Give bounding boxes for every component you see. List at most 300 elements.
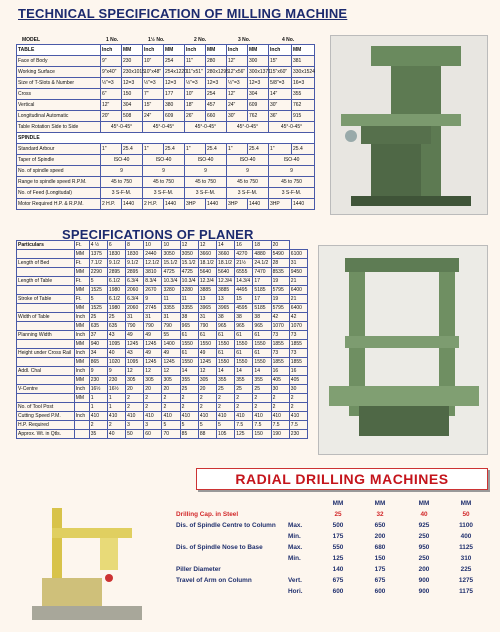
- planer-unit: Ft.: [74, 277, 89, 286]
- planer-cell: 2: [180, 403, 198, 412]
- radial-value: 900: [418, 588, 430, 595]
- planer-machine-image: [318, 245, 488, 455]
- planer-cell: 410: [180, 412, 198, 421]
- planer-cell: 2: [198, 403, 216, 412]
- planer-cell: 5: [180, 421, 198, 430]
- milling-cell: 508: [122, 111, 143, 122]
- radial-value: 32: [376, 511, 384, 518]
- milling-row: [17, 56, 315, 67]
- planer-cell: 21: [289, 295, 307, 304]
- milling-cell: Inch: [143, 45, 164, 56]
- planer-unit: Inch: [74, 349, 89, 358]
- planer-row-label: Planning Width: [17, 331, 75, 340]
- planer-cell: 790: [126, 322, 144, 331]
- milling-cell: 45°-0-45°: [101, 122, 143, 133]
- planer-cell: 34: [89, 349, 107, 358]
- milling-row-label: Cross: [17, 89, 101, 100]
- planer-cell: 2: [253, 394, 271, 403]
- milling-row: [17, 111, 315, 122]
- planer-cell: 13: [198, 295, 216, 304]
- milling-cell: 45 to 750: [101, 177, 143, 188]
- planer-cell: 2895: [126, 268, 144, 277]
- planer-cell: 410: [107, 412, 125, 421]
- planer-cell: 355: [217, 376, 235, 385]
- milling-cell: 1440: [292, 199, 315, 210]
- planer-cell: 1245: [126, 340, 144, 349]
- planer-row: [17, 241, 308, 250]
- planer-cell: 965: [253, 322, 271, 331]
- radial-value: 500: [332, 522, 344, 529]
- radial-row: [176, 520, 488, 531]
- model-2: 2 No.: [194, 37, 207, 43]
- milling-cell: 12"x56": [227, 67, 248, 78]
- milling-cell: 30": [227, 111, 248, 122]
- planer-cell: 2: [289, 394, 307, 403]
- planer-cell: 6.3/4: [126, 277, 144, 286]
- planer-cell: 12: [198, 241, 216, 250]
- milling-cell: 3 S-F-M.: [143, 188, 185, 199]
- planer-cell: 410: [235, 412, 253, 421]
- planer-cell: 965: [235, 322, 253, 331]
- milling-cell: 12": [227, 56, 248, 67]
- milling-row-label: Table Rotation Side to Side: [17, 122, 101, 133]
- planer-cell: 4495: [235, 286, 253, 295]
- milling-cell: 304: [248, 89, 269, 100]
- radial-value: 650: [374, 522, 386, 529]
- planer-cell: 40: [107, 430, 125, 439]
- planer-cell: 1070: [289, 322, 307, 331]
- milling-cell: 230: [122, 56, 143, 67]
- radial-row: [176, 542, 488, 553]
- milling-cell: 2 H.P.: [101, 199, 122, 210]
- planer-cell: 3050: [162, 250, 180, 259]
- planer-unit: Ft.: [74, 259, 89, 268]
- planer-cell: 5640: [217, 268, 235, 277]
- planer-cell: 1550: [253, 358, 271, 367]
- milling-cell: 3 S-F-M.: [185, 188, 227, 199]
- planer-cell: 2: [107, 421, 125, 430]
- planer-cell: 2745: [144, 304, 162, 313]
- planer-cell: 190: [271, 430, 289, 439]
- planer-cell: 30: [289, 385, 307, 394]
- planer-cell: 305: [144, 376, 162, 385]
- planer-cell: 16: [289, 367, 307, 376]
- planer-unit: Inch: [74, 313, 89, 322]
- planer-cell: 2: [217, 403, 235, 412]
- planer-cell: 2: [89, 421, 107, 430]
- planer-cell: 55: [162, 331, 180, 340]
- planer-row: [17, 421, 308, 430]
- planer-cell: 14: [253, 367, 271, 376]
- planer-cell: 1: [107, 394, 125, 403]
- planer-cell: 1550: [198, 340, 216, 349]
- milling-row: [17, 89, 315, 100]
- milling-cell: 1": [101, 144, 122, 155]
- milling-cell: 457: [206, 100, 227, 111]
- milling-row-label: Longitudinal Automatic: [17, 111, 101, 122]
- milling-row: [17, 144, 315, 155]
- milling-cell: ISO-40: [185, 155, 227, 166]
- planer-cell: 43: [107, 331, 125, 340]
- radial-row-label: Dis. of Spindle Nose to Base: [176, 544, 263, 551]
- planer-cell: 2: [217, 394, 235, 403]
- planer-cell: 6.3/4: [126, 295, 144, 304]
- planer-cell: 9: [89, 367, 107, 376]
- planer-cell: 2: [126, 394, 144, 403]
- planer-cell: 73: [289, 349, 307, 358]
- planer-unit: MM: [74, 286, 89, 295]
- planer-cell: 85: [180, 430, 198, 439]
- planer-cell: 5: [217, 421, 235, 430]
- radial-value: 140: [332, 566, 344, 573]
- milling-cell: 380: [164, 100, 185, 111]
- planer-cell: 61: [180, 331, 198, 340]
- planer-cell: 1020: [107, 358, 125, 367]
- milling-cell: 36": [269, 111, 292, 122]
- planer-cell: 1375: [89, 250, 107, 259]
- milling-cell: 3HP: [227, 199, 248, 210]
- planer-cell: 1855: [289, 358, 307, 367]
- planer-cell: 4 ½: [89, 241, 107, 250]
- planer-cell: 1980: [107, 286, 125, 295]
- planer-cell: 3: [126, 421, 144, 430]
- planer-cell: 38: [180, 313, 198, 322]
- planer-cell: 20: [126, 385, 144, 394]
- radial-value: 1100: [459, 522, 473, 529]
- planer-cell: 14: [180, 367, 198, 376]
- milling-cell: 45 to 750: [185, 177, 227, 188]
- milling-cell: 10"x48": [143, 67, 164, 78]
- planer-cell: 49: [126, 331, 144, 340]
- radial-row: [176, 509, 488, 520]
- planer-cell: 25: [217, 385, 235, 394]
- planer-cell: 2670: [144, 286, 162, 295]
- planer-cell: 410: [253, 412, 271, 421]
- planer-cell: 2440: [144, 250, 162, 259]
- planer-cell: 3965: [198, 304, 216, 313]
- milling-cell: 45°-0-45°: [269, 122, 315, 133]
- planer-cell: 635: [107, 322, 125, 331]
- milling-cell: ISO-40: [101, 155, 143, 166]
- planer-cell: 88: [198, 430, 216, 439]
- planer-cell: 20: [162, 385, 180, 394]
- milling-cell: 12=3: [248, 78, 269, 89]
- planer-cell: 17: [253, 295, 271, 304]
- milling-cell: 12": [101, 100, 122, 111]
- milling-row-label: No. of spindle speed: [17, 166, 101, 177]
- planer-cell: 2: [162, 403, 180, 412]
- planer-cell: 20: [271, 241, 289, 250]
- planer-cell: 1830: [107, 250, 125, 259]
- milling-cell: 254x1220: [164, 67, 185, 78]
- planer-cell: 38: [217, 313, 235, 322]
- planer-cell: 865: [89, 358, 107, 367]
- milling-row-label: Standard Arbour: [17, 144, 101, 155]
- planer-cell: 2: [271, 403, 289, 412]
- planer-cell: 1: [89, 403, 107, 412]
- planer-cell: 10.3/4: [180, 277, 198, 286]
- planer-cell: 40: [107, 349, 125, 358]
- radial-value: 1125: [459, 544, 473, 551]
- milling-row-label: Range to spindle speed R.P.M.: [17, 177, 101, 188]
- milling-cell: 16=3: [292, 78, 315, 89]
- planer-cell: 355: [180, 376, 198, 385]
- planer-cell: 2: [126, 403, 144, 412]
- planer-unit: Ft.: [74, 241, 89, 250]
- planer-cell: 5: [198, 421, 216, 430]
- planer-cell: 1070: [271, 322, 289, 331]
- milling-cell: 20": [101, 111, 122, 122]
- radial-row-unit: Min.: [288, 555, 301, 562]
- planer-row-label: Stroke of Table: [17, 295, 75, 304]
- milling-cell: 280: [206, 56, 227, 67]
- planer-cell: 2: [271, 394, 289, 403]
- planer-cell: 305: [198, 376, 216, 385]
- milling-cell: 609: [248, 100, 269, 111]
- planer-cell: 15.1/2: [180, 259, 198, 268]
- planer-unit: MM: [74, 394, 89, 403]
- planer-cell: 3660: [198, 250, 216, 259]
- planer-cell: 3885: [217, 286, 235, 295]
- planer-unit: MM: [74, 304, 89, 313]
- planer-cell: 61: [253, 331, 271, 340]
- planer-cell: 28: [271, 259, 289, 268]
- milling-cell: ISO-40: [143, 155, 185, 166]
- planer-cell: 10: [162, 241, 180, 250]
- milling-cell: MM: [248, 45, 269, 56]
- planer-cell: 790: [162, 322, 180, 331]
- planer-cell: 9: [107, 367, 125, 376]
- planer-cell: 635: [89, 322, 107, 331]
- radial-row-unit: Min.: [288, 533, 301, 540]
- planer-cell: 405: [271, 376, 289, 385]
- planer-cell: 19: [271, 295, 289, 304]
- planer-cell: 965: [180, 322, 198, 331]
- planer-row: [17, 376, 308, 385]
- planer-cell: 9.1/2: [107, 259, 125, 268]
- planer-cell: 31: [162, 313, 180, 322]
- milling-spec-table: [16, 44, 315, 210]
- planer-row-label: Length of Bed: [17, 259, 75, 268]
- milling-cell: 381: [292, 56, 315, 67]
- milling-row-label: Vertical: [17, 100, 101, 111]
- planer-cell: 150: [253, 430, 271, 439]
- milling-row: [17, 100, 315, 111]
- planer-cell: 5: [89, 277, 107, 286]
- planer-cell: 2: [235, 394, 253, 403]
- planer-row: [17, 385, 308, 394]
- planer-cell: 5795: [271, 304, 289, 313]
- model-3: 3 No.: [238, 37, 251, 43]
- planer-row: [17, 277, 308, 286]
- planer-cell: 2: [235, 403, 253, 412]
- milling-cell: 300x1371: [248, 67, 269, 78]
- milling-cell: 177: [164, 89, 185, 100]
- planer-cell: 35: [89, 430, 107, 439]
- planer-cell: 1245: [144, 358, 162, 367]
- planer-row: [17, 430, 308, 439]
- planer-cell: 4880: [253, 250, 271, 259]
- radial-value: 310: [460, 555, 472, 562]
- milling-cell: 10": [185, 89, 206, 100]
- planer-cell: 6555: [235, 268, 253, 277]
- milling-cell: Inch: [227, 45, 248, 56]
- planer-row-label: Height under Cross Rail: [17, 349, 75, 358]
- radial-row-unit: Max.: [288, 522, 303, 529]
- planer-unit: MM: [74, 268, 89, 277]
- radial-value: 175: [332, 533, 344, 540]
- planer-cell: 1550: [235, 340, 253, 349]
- planer-cell: 21: [289, 277, 307, 286]
- planer-row: [17, 295, 308, 304]
- planer-cell: 790: [198, 322, 216, 331]
- milling-cell: ½"=3: [101, 78, 122, 89]
- planer-cell: 61: [217, 349, 235, 358]
- planer-cell: 1095: [107, 340, 125, 349]
- radial-unit-header: MM: [418, 500, 430, 507]
- planer-cell: 14: [235, 367, 253, 376]
- milling-title: TECHNICAL SPECIFICATION OF MILLING MACHINE: [18, 6, 348, 21]
- milling-cell: MM: [292, 45, 315, 56]
- planer-row-label: Particulars: [17, 241, 75, 250]
- milling-cell: 14": [269, 89, 292, 100]
- planer-row: [17, 313, 308, 322]
- planer-cell: 5185: [253, 286, 271, 295]
- milling-cell: 12": [227, 89, 248, 100]
- planer-cell: 50: [126, 430, 144, 439]
- radial-row-label: Travel of Arm on Column: [176, 577, 252, 584]
- milling-cell: ISO-40: [227, 155, 269, 166]
- planer-cell: 6400: [289, 304, 307, 313]
- radial-value: 250: [418, 533, 430, 540]
- radial-value: 550: [332, 544, 344, 551]
- radial-value: 1175: [459, 588, 473, 595]
- planer-cell: 2060: [126, 286, 144, 295]
- planer-cell: 1: [89, 394, 107, 403]
- planer-row-label: [17, 358, 75, 367]
- planer-unit: Inch: [74, 367, 89, 376]
- planer-cell: 18.1/2: [198, 259, 216, 268]
- planer-cell: 2: [162, 394, 180, 403]
- radial-value: 200: [374, 533, 386, 540]
- milling-row: [17, 199, 315, 210]
- planer-cell: 8: [126, 241, 144, 250]
- planer-row: [17, 394, 308, 403]
- planer-unit: Inch: [74, 385, 89, 394]
- milling-cell: 45 to 750: [227, 177, 269, 188]
- planer-row: [17, 412, 308, 421]
- planer-cell: 5: [162, 421, 180, 430]
- planer-unit: MM: [74, 250, 89, 259]
- planer-cell: 1525: [89, 304, 107, 313]
- milling-cell: 30": [269, 100, 292, 111]
- milling-cell: 3 S-F-M.: [269, 188, 315, 199]
- radial-row: [176, 553, 488, 564]
- radial-row: [176, 575, 488, 586]
- milling-cell: Inch: [269, 45, 292, 56]
- milling-row: [17, 155, 315, 166]
- planer-cell: 1550: [180, 358, 198, 367]
- milling-cell: 24": [143, 111, 164, 122]
- milling-cell: 355: [292, 89, 315, 100]
- planer-cell: 49: [162, 349, 180, 358]
- planer-cell: 7.5: [271, 421, 289, 430]
- radial-value: 50: [462, 511, 470, 518]
- planer-cell: 3885: [198, 286, 216, 295]
- planer-unit: MM: [74, 376, 89, 385]
- planer-cell: 125: [235, 430, 253, 439]
- planer-cell: 31: [126, 313, 144, 322]
- milling-cell: 330x1524: [292, 67, 315, 78]
- milling-cell: 12=3: [164, 78, 185, 89]
- radial-drill-icon: [12, 498, 162, 628]
- planer-cell: 61: [180, 349, 198, 358]
- planer-cell: 5795: [271, 286, 289, 295]
- planer-row: [17, 304, 308, 313]
- planer-cell: 42: [271, 313, 289, 322]
- radial-value: 225: [460, 566, 472, 573]
- planer-cell: 25: [107, 313, 125, 322]
- planer-cell: 4270: [235, 250, 253, 259]
- radial-unit-header: MM: [332, 500, 344, 507]
- planer-cell: 15: [235, 295, 253, 304]
- milling-row: [17, 45, 315, 56]
- radial-title: RADIAL DRILLING MACHINES: [235, 471, 449, 487]
- milling-cell: 18": [185, 100, 206, 111]
- radial-value: 675: [374, 577, 386, 584]
- planer-cell: 410: [217, 412, 235, 421]
- planer-cell: 24.1/2: [253, 259, 271, 268]
- radial-row-unit: Hori.: [288, 588, 303, 595]
- planer-cell: 12.3/4: [198, 277, 216, 286]
- radial-drill-image: [12, 498, 162, 628]
- milling-row: [17, 166, 315, 177]
- planer-cell: 61: [235, 331, 253, 340]
- milling-cell: 762: [292, 100, 315, 111]
- planer-row-label: [17, 322, 75, 331]
- milling-cell: 11"x51": [185, 67, 206, 78]
- planer-cell: 12.1/2: [144, 259, 162, 268]
- milling-cell: 45 to 750: [269, 177, 315, 188]
- milling-cell: 24": [227, 100, 248, 111]
- radial-row-label: Dis. of Spindle Centre to Column: [176, 522, 276, 529]
- radial-value: 675: [332, 577, 344, 584]
- milling-cell: 609: [164, 111, 185, 122]
- planer-cell: 2: [253, 403, 271, 412]
- planer-cell: 12: [180, 241, 198, 250]
- planer-cell: 2: [144, 394, 162, 403]
- milling-cell: 3HP: [185, 199, 206, 210]
- milling-cell: MM: [122, 45, 143, 56]
- milling-cell: ISO-40: [269, 155, 315, 166]
- planer-row: [17, 259, 308, 268]
- planer-row-label: V-Centre: [17, 385, 75, 394]
- planer-row: [17, 250, 308, 259]
- planer-cell: 14.3/4: [235, 277, 253, 286]
- milling-cell: 5/8"=3: [269, 78, 292, 89]
- planer-row: [17, 268, 308, 277]
- planer-row: [17, 358, 308, 367]
- planer-cell: 10.3/4: [162, 277, 180, 286]
- planer-cell: 410: [144, 412, 162, 421]
- milling-cell: 1440: [248, 199, 269, 210]
- planer-cell: 11: [180, 295, 198, 304]
- planer-row-label: Approx. Wt. in Qtls.: [17, 430, 75, 439]
- planer-cell: 1855: [289, 340, 307, 349]
- planer-row-label: No. of Tool Post: [17, 403, 75, 412]
- milling-cell: 9: [269, 166, 315, 177]
- planer-row: [17, 349, 308, 358]
